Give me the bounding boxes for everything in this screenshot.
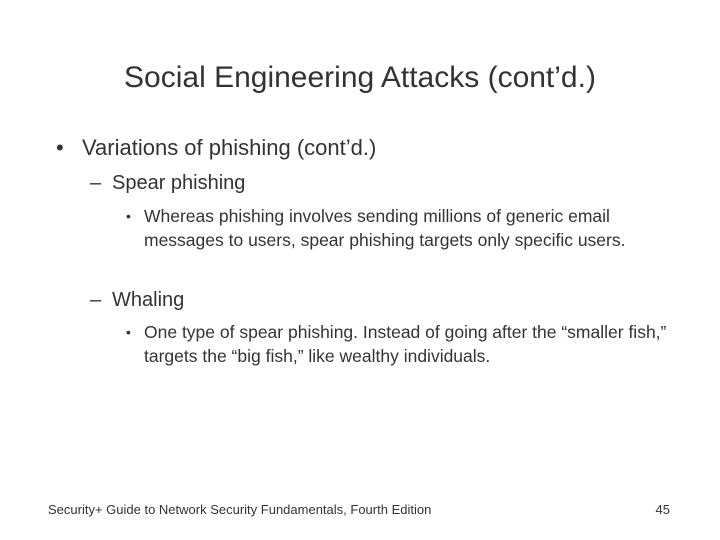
dash-marker: – <box>90 289 102 311</box>
slide-title: Social Engineering Attacks (cont’d.) <box>124 61 596 94</box>
bullet-text: Whaling <box>112 289 185 311</box>
bullet-marker: • <box>126 324 131 340</box>
footer-source: Security+ Guide to Network Security Fundamentals, Fourth Edition <box>48 502 432 517</box>
bullet-text: Whereas phishing involves sending millions of generic email messages to users, spear phishing targets only specific users. <box>144 206 626 250</box>
bullet-text: Variations of phishing (cont’d.) <box>82 135 377 160</box>
bullet-text: One type of spear phishing. Instead of going after the “smaller fish,” targets the “big fish,” like wealthy individuals. <box>144 322 667 366</box>
page-number: 45 <box>655 502 670 517</box>
bullet-marker: • <box>56 135 64 160</box>
bullet-marker: • <box>126 208 131 224</box>
bullet-text: Spear phishing <box>112 172 246 194</box>
dash-marker: – <box>90 172 102 194</box>
